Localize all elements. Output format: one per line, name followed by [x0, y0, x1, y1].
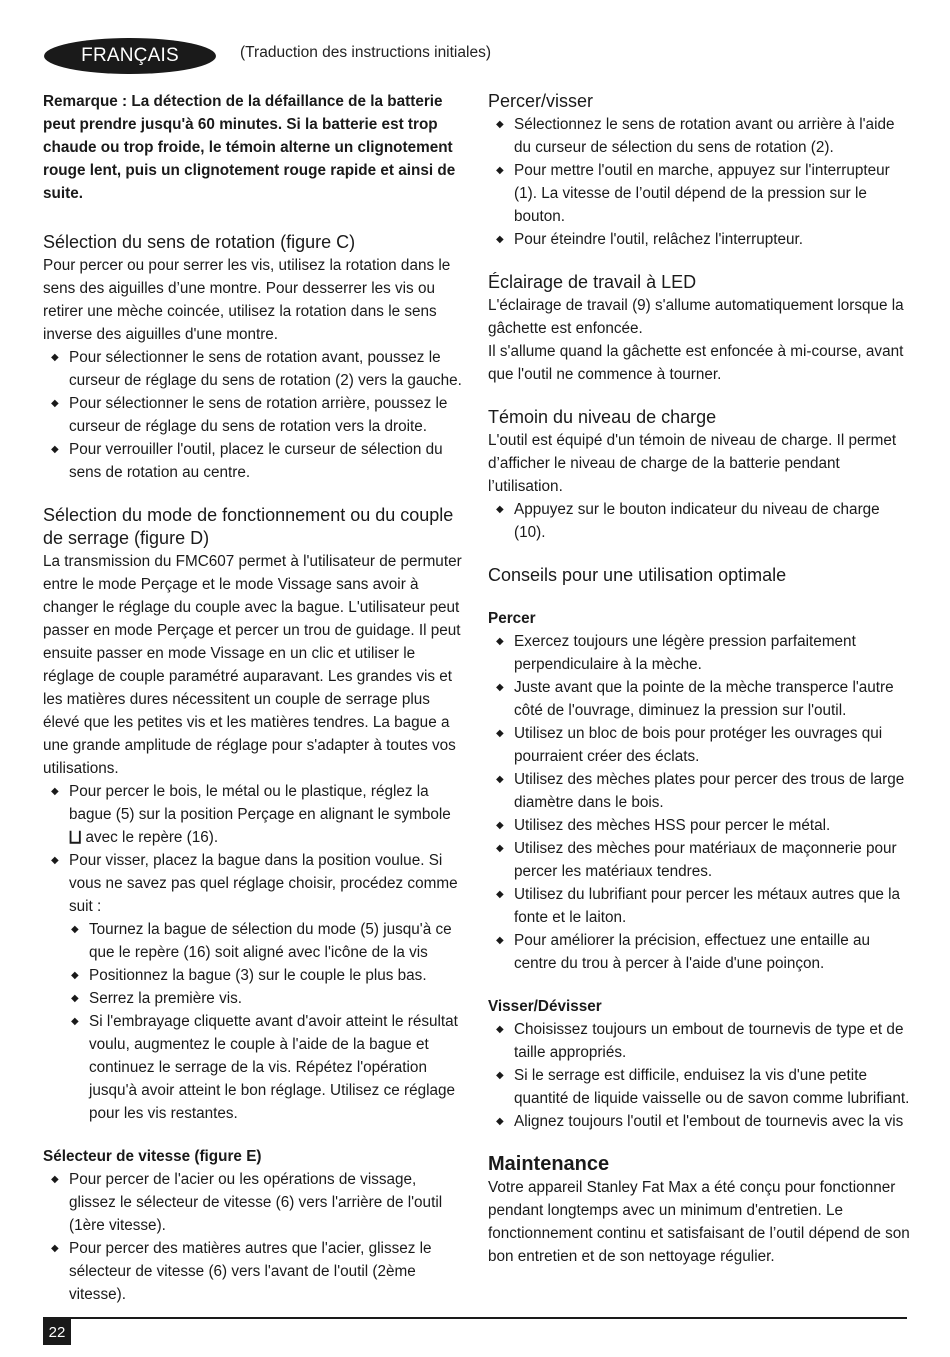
list-item: ◆ Si le serrage est difficile, enduisez la vis d'une petite quantité de liquide vaisselle ou de savon comme lubrifiant.	[488, 1064, 910, 1110]
drill-heading: Percer/visser	[488, 91, 594, 111]
speed-heading: Sélecteur de vitesse (figure E)	[43, 1148, 262, 1165]
maintenance-text: Votre appareil Stanley Fat Max a été conçu pour fonctionner pendant longtemps avec un minimum d'entretien. Le fonctionnement continu et satisfaisant de l’outil dépend de son bon entretien et de son nettoyage régulier.	[488, 1179, 910, 1265]
language-label: FRANÇAIS	[81, 45, 179, 66]
list-item	[43, 780, 463, 849]
footer-rule	[43, 1317, 907, 1319]
charge-heading: Témoin du niveau de charge	[488, 407, 717, 427]
rotation-heading: Sélection du sens de rotation (figure C)	[43, 232, 356, 252]
screwing-list	[488, 1018, 910, 1133]
drill-setting-text: Pour percer le bois, le métal ou le plastique, réglez la bague (5) sur la position Perçage en alignant le symbole	[69, 783, 451, 823]
drill-symbol-icon: ⨆	[69, 829, 82, 846]
mode-intro: La transmission du FMC607 permet à l'utilisateur de permuter entre le mode Perçage et le mode Vissage sans avoir à changer le réglage du couple avec la bague. L'utilisateur peut passer en mode Perçage et percer un trou de guidage. Il peut ensuite passer en mode Vissage en un clic et utiliser le réglage de couple paramétré auparavant. Les grandes vis et les matières dures nécessitent un couple de serrage plus élevé que les petites vis et les matières tendres. La bague a une grande amplitude de réglage pour s'adapter à toutes vos utilisations.	[43, 553, 462, 777]
left-column	[43, 90, 463, 1306]
right-column	[488, 90, 910, 1268]
list-item: ◆ Utilisez des mèches plates pour percer des trous de large diamètre dans le bois.	[488, 768, 910, 814]
rotation-list	[43, 346, 463, 484]
drill-list	[488, 113, 910, 251]
mode-sublist	[43, 918, 463, 1125]
list-item: ◆ Utilisez des mèches HSS pour percer le métal.	[488, 814, 910, 837]
charge-list	[488, 498, 910, 544]
list-item: ◆ Juste avant que la pointe de la mèche transperce l'autre côté de l'ouvrage, diminuez la pression sur l'outil.	[488, 676, 910, 722]
list-item: ◆ Pour percer des matières autres que l'acier, glissez le sélecteur de vitesse (6) vers l'avant de l'outil (2ème vitesse).	[43, 1237, 463, 1306]
page-number	[43, 1319, 71, 1345]
list-item: ◆ Pour visser, placez la bague dans la position voulue. Si vous ne savez pas quel réglage choisir, procédez comme suit :	[43, 849, 463, 918]
list-item: ◆ Alignez toujours l'outil et l'embout de tournevis avec la vis	[488, 1110, 910, 1133]
led-heading: Éclairage de travail à LED	[488, 272, 697, 292]
maintenance-heading: Maintenance	[488, 1153, 610, 1175]
speed-list	[43, 1168, 463, 1306]
list-item: ◆ Pour sélectionner le sens de rotation avant, poussez le curseur de réglage du sens de rotation (2) vers la gauche.	[43, 346, 463, 392]
list-item: ◆ Utilisez du lubrifiant pour percer les métaux autres que la fonte et le laiton.	[488, 883, 910, 929]
mode-list	[43, 780, 463, 918]
drilling-subheading: Percer	[488, 610, 536, 627]
list-item: ◆ Positionnez la bague (3) sur le couple le plus bas.	[43, 964, 463, 987]
list-item: ◆ Exercez toujours une légère pression parfaitement perpendiculaire à la mèche.	[488, 630, 910, 676]
language-badge	[44, 38, 216, 74]
list-item: ◆ Choisissez toujours un embout de tournevis de type et de taille appropriés.	[488, 1018, 910, 1064]
list-item: ◆ Pour verrouiller l'outil, placez le curseur de sélection du sens de rotation au centre.	[43, 438, 463, 484]
led-text-2: Il s'allume quand la gâchette est enfoncée à mi-course, avant que l'outil ne commence à tourner.	[488, 343, 904, 383]
list-item: ◆ Sélectionnez le sens de rotation avant ou arrière à l'aide du curseur de sélection du sens de rotation (2).	[488, 113, 910, 159]
list-item: ◆ Utilisez un bloc de bois pour protéger les ouvrages qui pourraient créer des éclats.	[488, 722, 910, 768]
drill-setting-tail: avec le repère (16).	[85, 829, 219, 846]
tips-heading: Conseils pour une utilisation optimale	[488, 565, 787, 585]
list-item: ◆ Serrez la première vis.	[43, 987, 463, 1010]
rotation-intro: Pour percer ou pour serrer les vis, utilisez la rotation dans le sens des aiguilles d’une montre. Pour desserrer les vis ou retirer une mèche coincée, utilisez la rotation dans le sens inverse des aiguilles d'une montre.	[43, 257, 451, 343]
translation-note: (Traduction des instructions initiales)	[240, 44, 491, 61]
led-text-1: L'éclairage de travail (9) s'allume automatiquement lorsque la gâchette est enfoncée.	[488, 297, 904, 337]
list-item: ◆ Appuyez sur le bouton indicateur du niveau de charge (10).	[488, 498, 910, 544]
list-item: ◆ Pour améliorer la précision, effectuez une entaille au centre du trou à percer à l'aide d'une poinçon.	[488, 929, 910, 975]
screwing-subheading: Visser/Dévisser	[488, 998, 602, 1015]
drilling-list	[488, 630, 910, 975]
list-item: ◆ Pour mettre l'outil en marche, appuyez sur l'interrupteur (1). La vitesse de l’outil dépend de la pression sur le bouton.	[488, 159, 910, 228]
battery-note: Remarque : La détection de la défaillance de la batterie peut prendre jusqu'à 60 minutes. Si la batterie est trop chaude ou trop froide, le témoin alterne un clignotement rouge lent, puis un clignotement rouge rapide et ainsi de suite.	[43, 93, 456, 202]
list-item: ◆ Tournez la bague de sélection du mode (5) jusqu'à ce que le repère (16) soit aligné avec l'icône de la vis	[43, 918, 463, 964]
page-number-label: 22	[48, 1323, 66, 1341]
list-item: ◆ Pour sélectionner le sens de rotation arrière, poussez le curseur de réglage du sens de rotation vers la droite.	[43, 392, 463, 438]
list-item: ◆ Pour éteindre l'outil, relâchez l'interrupteur.	[488, 228, 910, 251]
list-item: ◆ Si l'embrayage cliquette avant d'avoir atteint le résultat voulu, augmentez le couple à l'aide de la bague et continuez le serrage de la vis. Répétez l'opération jusqu'à avoir atteint le bon réglage. Utilisez ce réglage pour les vis restantes.	[43, 1010, 463, 1125]
mode-heading: Sélection du mode de fonctionnement ou du couple de serrage (figure D)	[43, 505, 454, 548]
list-item: ◆ Pour percer de l'acier ou les opérations de vissage, glissez le sélecteur de vitesse (6) vers l'arrière de l'outil (1ère vitesse).	[43, 1168, 463, 1237]
list-item: ◆ Utilisez des mèches pour matériaux de maçonnerie pour percer les matériaux tendres.	[488, 837, 910, 883]
charge-intro: L'outil est équipé d'un témoin de niveau de charge. Il permet d’afficher le niveau de charge de la batterie pendant l’utilisation.	[488, 432, 897, 495]
